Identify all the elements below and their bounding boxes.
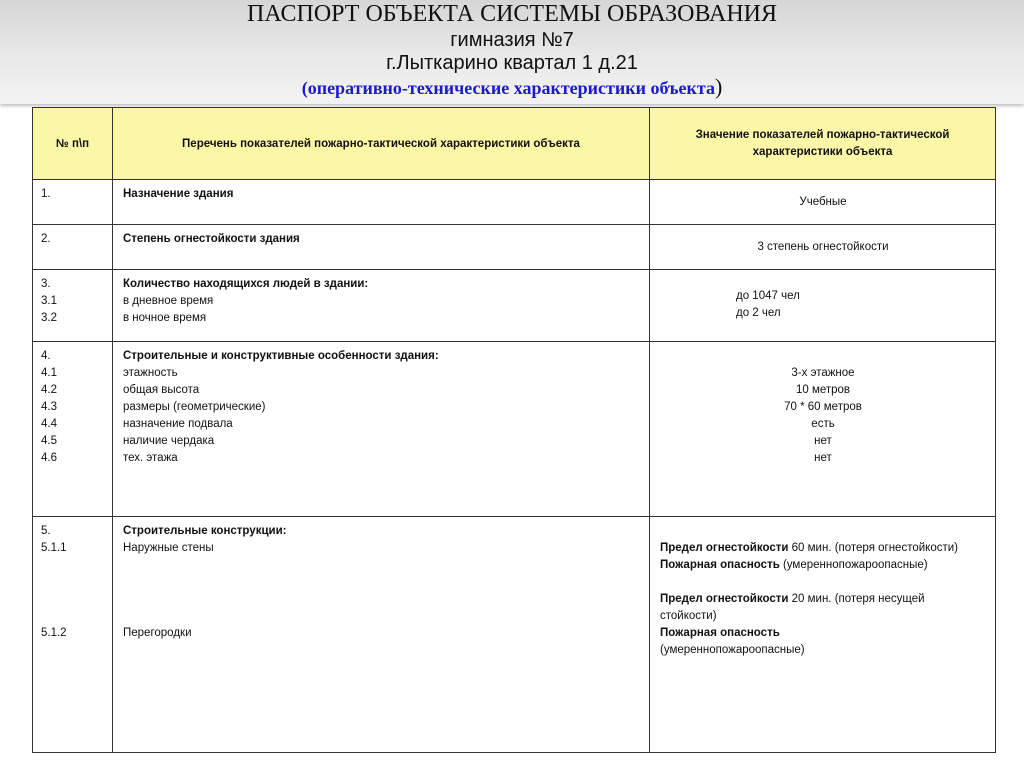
spacer [660, 574, 983, 591]
header-value [650, 108, 996, 180]
row-title: Количество находящихся людей в здании: [123, 278, 369, 290]
row-item: размеры (геометрические) [123, 401, 266, 413]
partitions-fire-resistance [660, 591, 983, 625]
row-item: в дневное время [123, 295, 214, 307]
row-value: 3 степень огнестойкости [757, 241, 889, 253]
row-num: 4.1 [41, 367, 57, 379]
row-item: назначение подвала [123, 418, 233, 430]
row-indicator-cell [113, 225, 650, 270]
row-values [650, 517, 995, 663]
row-num: 4.5 [41, 435, 57, 447]
row-num: 4.2 [41, 384, 57, 396]
row-title: Строительные и конструктивные особенности здания: [123, 350, 439, 362]
row-title: Степень огнестойкости здания [123, 233, 300, 245]
fire-resistance-label: Предел огнестойкости [660, 593, 789, 605]
spacer [123, 557, 640, 625]
walls-fire-resistance [660, 540, 983, 557]
row-item: Перегородки [123, 627, 192, 639]
row-num-cell [33, 270, 113, 342]
row-num-cell [33, 180, 113, 225]
row-value: есть [811, 418, 835, 430]
row-num: 4. [41, 350, 51, 362]
row-value-cell [650, 342, 996, 517]
row-value-cell [650, 180, 996, 225]
row-item: общая высота [123, 384, 200, 396]
school-address: г.Лыткарино квартал 1 д.21 [386, 52, 638, 74]
table-row [33, 225, 996, 270]
fire-hazard-value: (умереннопожароопасные) [660, 644, 805, 656]
row-indicator [113, 270, 649, 331]
row-num: 5.1.2 [41, 627, 67, 639]
row-indicator-cell [113, 342, 650, 517]
row-indicator [113, 342, 649, 471]
row-num: 1. [41, 188, 51, 200]
row-item: наличие чердака [123, 435, 215, 447]
row-title: Строительные конструкции: [123, 525, 287, 537]
row-value-cell [650, 517, 996, 753]
subtitle-close: ) [714, 74, 723, 99]
table-row [33, 270, 996, 342]
spacer [41, 557, 104, 625]
header-value-text: Значение показателей пожарно-тактической характеристики объекта [695, 128, 950, 158]
row-num: 4.3 [41, 401, 57, 413]
row-num: 3.1 [41, 295, 57, 307]
row-indicator-cell [113, 517, 650, 753]
row-indicator [113, 517, 649, 646]
page-subtitle [0, 76, 1024, 99]
header-indicator: Перечень показателей пожарно-тактической характеристики объекта [113, 108, 650, 180]
walls-fire-hazard [660, 557, 983, 574]
fire-hazard-label: Пожарная опасность [660, 559, 780, 571]
row-values [650, 342, 995, 471]
table-header-row [33, 108, 996, 180]
row-value: до 2 чел [736, 307, 781, 319]
passport-table [32, 107, 996, 753]
row-item: в ночное время [123, 312, 207, 324]
row-num: 5.1.1 [41, 542, 67, 554]
row-value: Учебные [799, 196, 847, 208]
row-value: 3-х этажное [791, 367, 855, 379]
row-num-cell [33, 517, 113, 753]
page-header [0, 0, 1024, 104]
row-indicator-cell [113, 180, 650, 225]
subtitle-text: (оперативно-технические характеристики объекта [301, 78, 715, 98]
fire-hazard-label: Пожарная опасность [660, 627, 780, 639]
row-num: 4.6 [41, 452, 57, 464]
table-row [33, 517, 996, 753]
row-indicator-cell [113, 270, 650, 342]
fire-hazard-value: (умереннопожароопасные) [779, 559, 928, 571]
row-num-cell [33, 342, 113, 517]
table-row [33, 180, 996, 225]
fire-resistance-value: 20 мин. (потеря несущей стойкости) [660, 593, 925, 622]
row-nums [33, 342, 112, 473]
page-title: ПАСПОРТ ОБЪЕКТА СИСТЕМЫ ОБРАЗОВАНИЯ [247, 1, 777, 27]
row-num: 5. [41, 525, 51, 537]
fire-resistance-value: 60 мин. (потеря огнестойкости) [788, 542, 958, 554]
row-num: 3.2 [41, 312, 57, 324]
row-num-cell [33, 225, 113, 270]
row-values [650, 270, 995, 326]
row-nums [33, 270, 112, 333]
row-item: Наружные стены [123, 542, 214, 554]
header-num: № п\п [33, 108, 113, 180]
school-name: гимназия №7 [450, 29, 574, 51]
row-value: нет [814, 435, 832, 447]
row-item: этажность [123, 367, 178, 379]
table-row [33, 342, 996, 517]
fire-resistance-label: Предел огнестойкости [660, 542, 789, 554]
row-num: 4.4 [41, 418, 57, 430]
row-num: 2. [41, 233, 51, 245]
row-num: 3. [41, 278, 51, 290]
row-item: тех. этажа [123, 452, 178, 464]
row-value: нет [814, 452, 832, 464]
row-title: Назначение здания [123, 188, 234, 200]
row-value-cell [650, 225, 996, 270]
row-value-cell [650, 270, 996, 342]
row-value: 10 метров [795, 384, 851, 396]
row-nums [33, 517, 112, 648]
row-value: 70 * 60 метров [784, 401, 862, 413]
row-value: до 1047 чел [736, 290, 800, 302]
